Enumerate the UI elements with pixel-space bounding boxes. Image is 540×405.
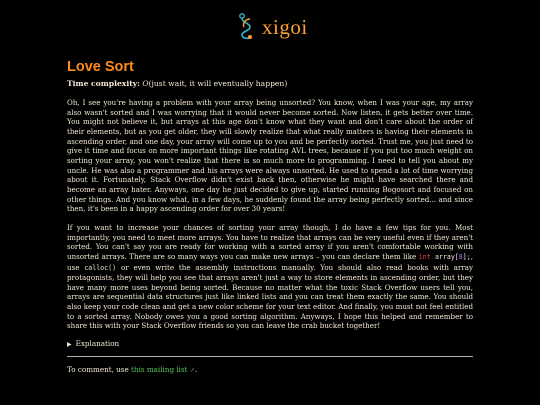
code-snippet-array	[419, 253, 471, 261]
code-snippet-calloc: calloc()	[84, 263, 117, 272]
code-number: 8	[458, 252, 463, 261]
complexity-value: (just wait, it will eventually happen)	[148, 79, 288, 88]
mailing-list-link-text: this mailing list	[131, 365, 188, 375]
site-header	[0, 0, 540, 48]
disclosure-triangle-icon: ▶	[67, 341, 72, 349]
code-keyword: int	[418, 252, 431, 261]
snake-s-logo-icon	[236, 13, 258, 41]
paragraph-2-part-b: , use	[67, 251, 473, 272]
explanation-toggle[interactable]	[67, 339, 473, 350]
mailing-list-link[interactable]	[131, 365, 198, 375]
explanation-label: Explanation	[75, 339, 120, 349]
time-complexity	[67, 79, 473, 89]
external-link-icon: ↗	[189, 367, 195, 375]
code-text: array[	[430, 252, 459, 261]
page-title: Love Sort	[67, 59, 134, 75]
comment-line	[67, 365, 473, 376]
code-text-end: ];	[462, 252, 471, 261]
complexity-label: Time complexity:	[67, 79, 140, 88]
big-o: O	[142, 79, 149, 88]
divider	[67, 356, 473, 357]
paragraph-2	[67, 223, 473, 331]
site-logo[interactable]	[236, 13, 308, 41]
site-name: xigoi	[262, 14, 308, 39]
article	[67, 58, 473, 376]
comment-prefix: To comment, use	[67, 365, 129, 375]
paragraph-2-part-a: If you want to increase your chances of sorting your array though, I do have a few tips for you. Most importantly, you need to meet more arrays. You have to realize that arrays can be very useful even if they aren't sorted. You can't say you are ready for working with a sorted array if you aren't comfortable working with unsorted arrays. There are so many ways you can make new arrays – you can declare them like	[67, 222, 473, 261]
paragraph-2-part-c: or even write the assembly instructions manually. You should also read books with array protagonists, they will help you see that arrays aren't just a way to store elements in ascending order, but they have many more uses beyond being sorted. Because no matter what the toxic Stack Overflow users tell you, arrays are sequential data structures just like linked lists and you can treat them exactly the same. You should also keep your code clean and get a new color scheme for your text editor. And finally, you must not feel entitled to a sorted array. Nobody owes you a good sorting algorithm. Anyways, I hope this helped and remember to share this with your Stack Overflow friends so you can leave the crab bucket together!	[67, 262, 474, 331]
paragraph-1: Oh, I see you're having a problem with your array being unsorted? You know, when I was your age, my array also wasn't sorted and I was worrying that it would never become sorted. Now listen, it gets better over time. You might not believe it, but arrays at this age don't know what they want and don't care about the order of their elements, but as you get older, they will slowly realize that what really matters is having their elements in ascending order, and one day, your array will come up to you and be perfectly sorted. Trust me, you just need to give it time and focus on more important things like rotating AVL trees, because if you put too much weight on sorting your array, you won't realize that there is so much more to programming. I need to tell you about my uncle. He was also a programmer and his arrays were always unsorted. He used to spend a lot of time worrying about it. Fortunately, Stack Overflow didn't exist back then, otherwise he might have searched there and become an array hater. Anyways, one day he just decided to give up, started running Bogosort and focused on other things. And you know what, in a few days, he suddenly found the array being perfectly sorted... and since then, it's been in a happy ascending order for over 30 years!	[67, 98, 473, 214]
comment-suffix: .	[194, 365, 198, 375]
